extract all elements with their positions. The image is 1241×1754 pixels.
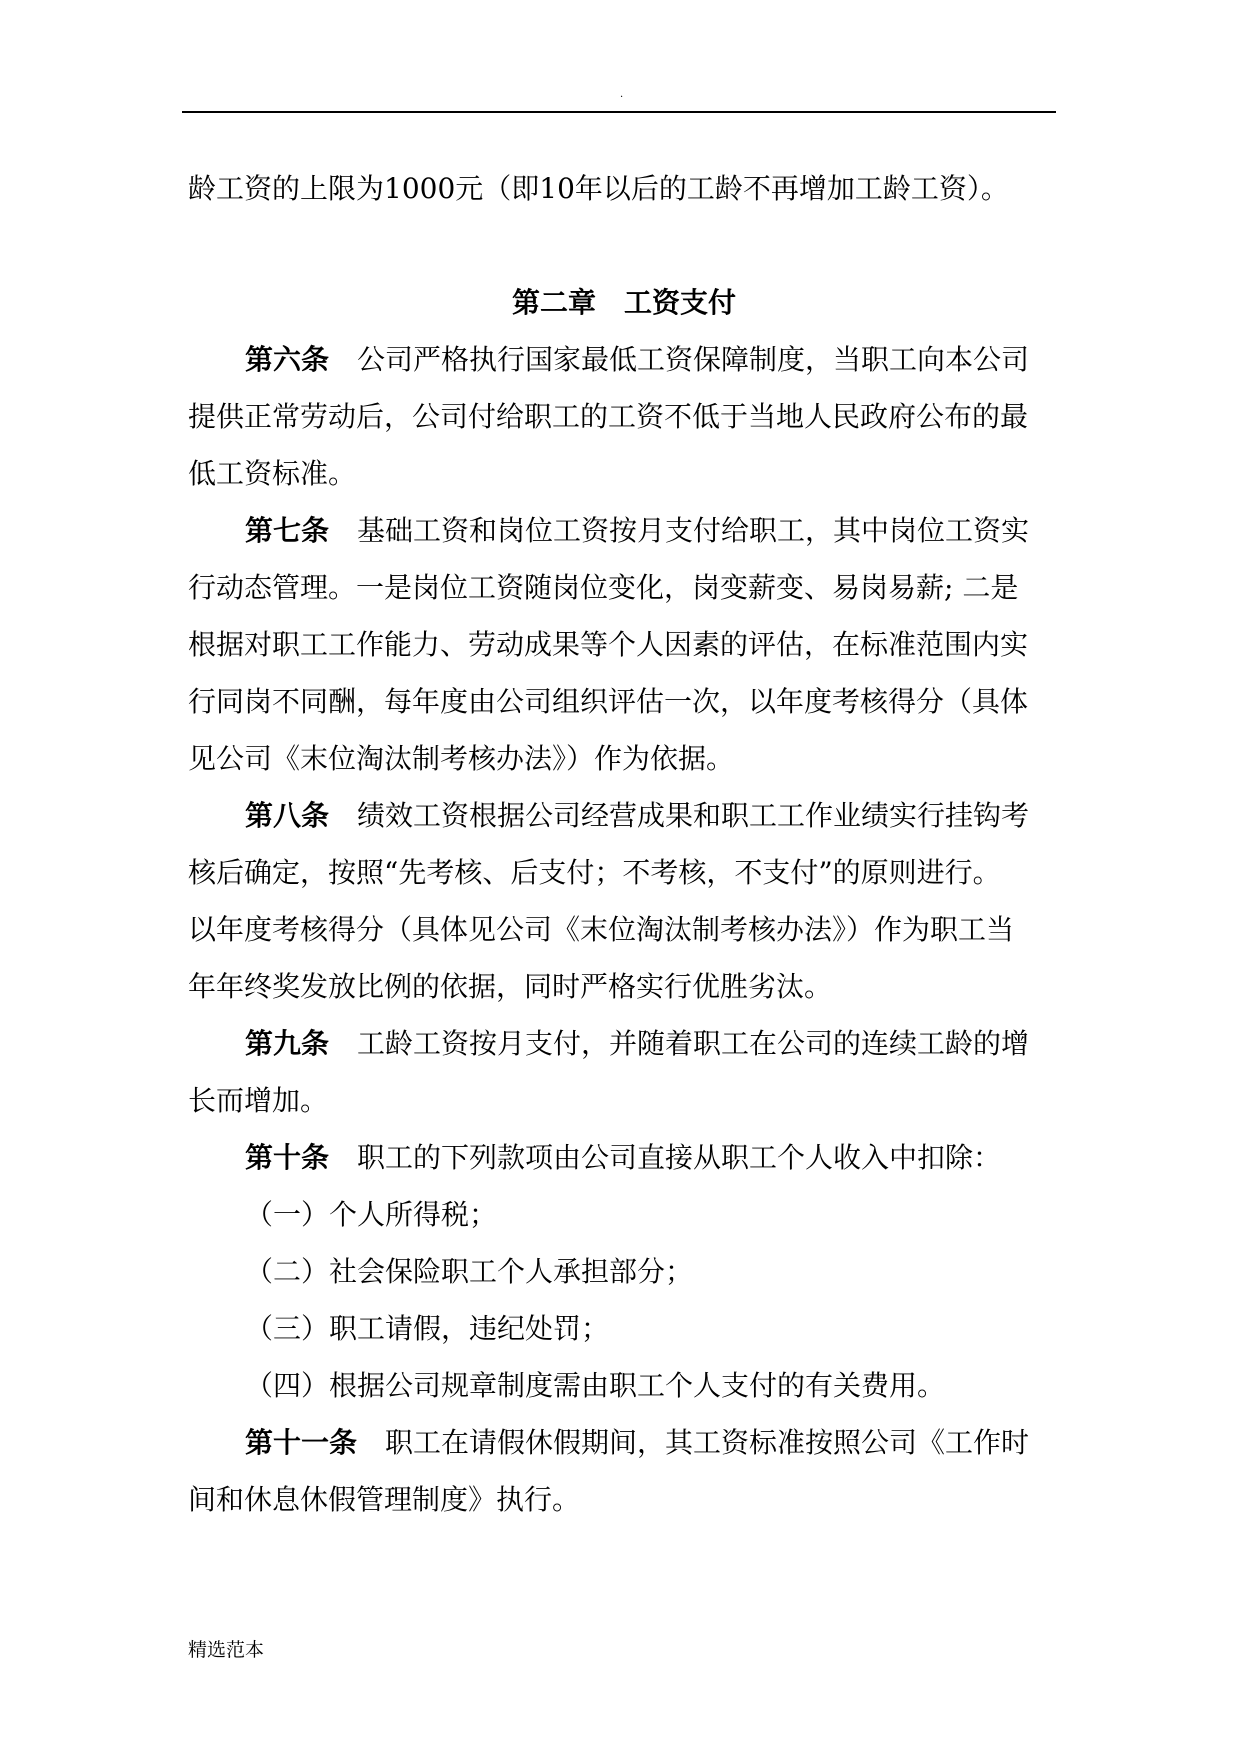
article-text: 见公司《末位淘汰制考核办法》）作为依据。 bbox=[188, 742, 735, 775]
article-label: 第六条 bbox=[245, 343, 330, 376]
header-rule bbox=[182, 111, 1056, 113]
header-mark: . bbox=[620, 89, 624, 100]
article-text: 低工资标准。 bbox=[188, 457, 357, 490]
article-label: 第七条 bbox=[245, 514, 330, 547]
article-text: 根据对职工工作能力、劳动成果等个人因素的评估，在标准范围内实 bbox=[188, 628, 1029, 661]
list-item: （一）个人所得税； bbox=[245, 1198, 498, 1231]
article-8 bbox=[188, 787, 1060, 1015]
article-text: 长而增加。 bbox=[188, 1084, 329, 1117]
article-text: 行动态管理。一是岗位工资随岗位变化，岗变薪变、易岗易薪; 二是 bbox=[188, 571, 1019, 604]
article-text: 间和休息休假管理制度》执行。 bbox=[188, 1483, 581, 1516]
articles-body bbox=[188, 331, 1060, 1528]
article-label: 第九条 bbox=[245, 1027, 330, 1060]
article-text: 绩效工资根据公司经营成果和职工工作业绩实行挂钩考 bbox=[357, 799, 1030, 832]
page-footer: 精选范本 bbox=[188, 1639, 265, 1661]
article-text: 职工的下列款项由公司直接从职工个人收入中扣除： bbox=[357, 1141, 1002, 1174]
article-label: 第十条 bbox=[245, 1141, 330, 1174]
article-7 bbox=[188, 502, 1060, 787]
list-item: （三）职工请假，违纪处罚； bbox=[245, 1312, 610, 1345]
article-text: 年年终奖发放比例的依据，同时严格实行优胜劣汰。 bbox=[188, 970, 833, 1003]
article-text: 职工在请假休假期间，其工资标准按照公司《工作时 bbox=[385, 1426, 1030, 1459]
article-11 bbox=[188, 1414, 1060, 1528]
article-text: 以年度考核得分（具体见公司《末位淘汰制考核办法》）作为职工当 bbox=[188, 913, 1015, 946]
list-item: （二）社会保险职工个人承担部分； bbox=[245, 1255, 694, 1288]
list-item: （四）根据公司规章制度需由职工个人支付的有关费用。 bbox=[245, 1369, 946, 1402]
article-10 bbox=[188, 1129, 1060, 1414]
article-label: 第十一条 bbox=[245, 1426, 358, 1459]
continuation-block bbox=[188, 160, 1060, 217]
article-9 bbox=[188, 1015, 1060, 1129]
continuation-line: 龄工资的上限为1000元（即10年以后的工龄不再增加工龄工资）。 bbox=[188, 172, 1009, 205]
chapter-number: 第二章 bbox=[511, 286, 596, 319]
article-text: 行同岗不同酬，每年度由公司组织评估一次，以年度考核得分（具体 bbox=[188, 685, 1029, 718]
article-text: 公司严格执行国家最低工资保障制度，当职工向本公司 bbox=[357, 343, 1030, 376]
article-text: 工龄工资按月支付，并随着职工在公司的连续工龄的增 bbox=[357, 1027, 1030, 1060]
article-text: 核后确定，按照“先考核、后支付；不考核，不支付”的原则进行。 bbox=[188, 856, 1001, 889]
chapter-title: 工资支付 bbox=[624, 286, 737, 319]
article-text: 基础工资和岗位工资按月支付给职工，其中岗位工资实 bbox=[357, 514, 1030, 547]
chapter-heading bbox=[188, 274, 1060, 331]
article-text: 提供正常劳动后，公司付给职工的工资不低于当地人民政府公布的最 bbox=[188, 400, 1029, 433]
article-6 bbox=[188, 331, 1060, 502]
article-label: 第八条 bbox=[245, 799, 330, 832]
